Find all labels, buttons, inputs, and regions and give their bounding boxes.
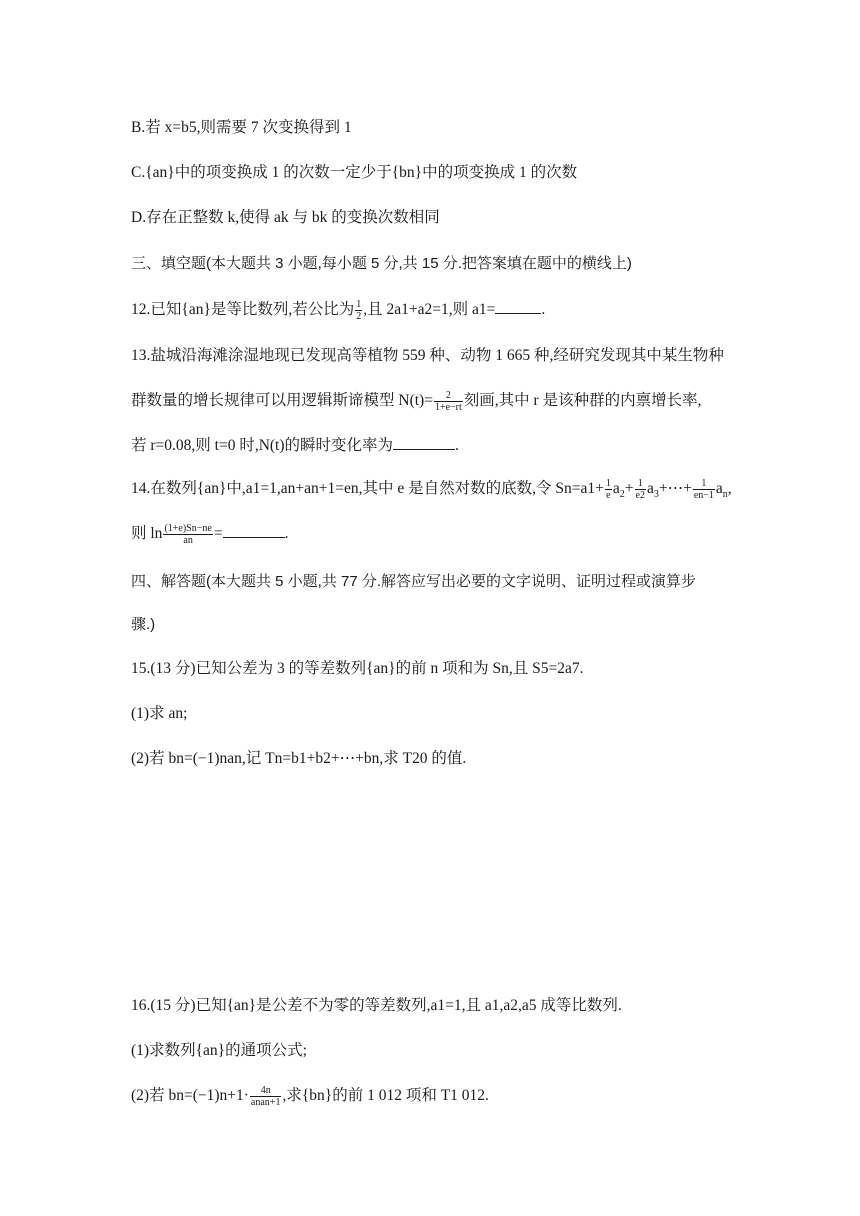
- q12-number: 12.: [131, 301, 151, 319]
- q16-fraction: [250, 1085, 282, 1108]
- q14-coef-2: [635, 478, 646, 501]
- q14-expression-fraction: [163, 523, 212, 546]
- q15-stem-text: 15.(13 分)已知公差为 3 的等差数列{an}的前 n 项和为 Sn,且 S5=2a7.: [131, 660, 584, 677]
- q12-answer-blank[interactable]: [495, 299, 541, 314]
- question-13-line-1: [131, 345, 724, 367]
- q14-coef-2-denominator: e2: [635, 490, 645, 501]
- question-16-part-2: [131, 1085, 489, 1108]
- q14-coef-2-numerator: 1: [635, 478, 646, 490]
- q16-stem-text: 16.(15 分)已知{an}是公差不为零的等差数列,a1=1,且 a1,a2,a5 成等比数列.: [131, 997, 622, 1014]
- q13-line3-text: 若 r=0.08,则 t=0 时,N(t)的瞬时变化率为: [131, 437, 394, 454]
- q16-part2-text-b: ,求{bn}的前 1 012 项和 T1 012.: [282, 1087, 489, 1105]
- q12-ratio-fraction: [355, 299, 362, 322]
- section-4-heading-line-1: [131, 571, 696, 593]
- q13-line2-text-b: 刻画,其中 r 是该种群的内禀增长率,: [463, 392, 702, 410]
- question-14-line-2: 则 ln $\frac{(1+e)Sn-ne}{an}$ = .: [131, 523, 289, 546]
- q14-answer-blank[interactable]: [223, 523, 285, 538]
- section-4-heading-text-2: 骤.): [131, 616, 156, 633]
- question-14-line-1: 14.在数列{an}中,a1=1,an+an+1=en,其中 e 是自然对数的底数,令 Sn=a1+ $\frac{1}{e}$ $a_2+$ $\frac{1}{e2}$ $a_3+\cdots+$ $\frac{1}{en-1}$ $a_n$,: [131, 478, 732, 501]
- q14-expression-numerator: (1+e)Sn−ne: [164, 523, 212, 534]
- option-d-text: D.存在正整数 k,使得 ak 与 bk 的变换次数相同: [131, 209, 440, 226]
- q14-coef-n-numerator: 1: [693, 478, 715, 490]
- option-c-text: C.{an}中的项变换成 1 的次数一定少于{bn}中的项变换成 1 的次数: [131, 164, 578, 181]
- q16-part1-text: (1)求数列{an}的通项公式;: [131, 1042, 307, 1059]
- q13-model-denominator: 1+e−rt: [434, 402, 462, 413]
- question-15-part-1: [131, 703, 187, 725]
- q15-part1-text: (1)求 an;: [131, 705, 188, 722]
- q16-part2-text-a: (2)若 bn=(−1)n+1·: [131, 1087, 249, 1105]
- section-3-heading: [131, 253, 632, 275]
- question-12: 12.已知{an}是等比数列,若公比为 $\frac{1}{2}$ ,且 2a1+a2=1,则 a1= .: [131, 299, 546, 322]
- section-3-heading-text: 三、填空题(本大题共 3 小题,每小题 5 分,共 15 分.把答案填在题中的横线上): [131, 255, 632, 272]
- q12-text-b: ,且 2a1+a2=1,则 a1=: [363, 301, 496, 319]
- q14-expression-denominator: an: [183, 535, 193, 546]
- option-d: [131, 207, 440, 229]
- question-15-stem: [131, 658, 583, 680]
- option-b: [131, 117, 352, 139]
- q14-coef-1-denominator: e: [606, 490, 611, 501]
- q13-line2-text-a: 群数量的增长规律可以用逻辑斯谛模型 N(t)=: [131, 392, 433, 410]
- option-b-text: B.若 x=b5,则需要 7 次变换得到 1: [131, 119, 352, 136]
- q12-ratio-numerator: 1: [356, 299, 362, 310]
- section-4-heading-text-1: 四、解答题(本大题共 5 小题,共 77 分.解答应写出必要的文字说明、证明过程或演算步: [131, 573, 697, 590]
- q13-model-fraction: [434, 390, 463, 413]
- question-13-line-3: 若 r=0.08,则 t=0 时,N(t)的瞬时变化率为 .: [131, 437, 459, 454]
- q14-coef-n-denominator: en−1: [693, 490, 714, 501]
- q16-fraction-denominator: anan+1: [250, 1097, 281, 1108]
- q13-line1-text: 13.盐城沿海滩涂湿地现已发现高等植物 559 种、动物 1 665 种,经研究发现其中某生物种: [131, 347, 724, 364]
- question-16-stem: [131, 995, 622, 1017]
- q16-fraction-numerator: 4n: [250, 1085, 282, 1097]
- question-16-part-1: [131, 1040, 307, 1062]
- section-4-heading-line-2: [131, 614, 155, 636]
- q14-coef-n: [693, 478, 715, 501]
- q13-model-numerator: 2: [434, 390, 463, 402]
- q14-coef-1-numerator: 1: [605, 478, 611, 489]
- q14-coef-1: [605, 478, 612, 501]
- q14-line2-text-a: 则 ln: [131, 525, 163, 543]
- q15-part2-text: (2)若 bn=(−1)nan,记 Tn=b1+b2+⋯+bn,求 T20 的值.: [131, 750, 467, 767]
- question-13-line-2: [131, 390, 701, 413]
- q13-answer-blank[interactable]: [393, 435, 455, 450]
- option-c: [131, 162, 577, 184]
- q12-ratio-denominator: 2: [356, 311, 362, 322]
- q14-line1-text-a: 14.在数列{an}中,a1=1,an+an+1=en,其中 e 是自然对数的底数,令 Sn=a1+: [131, 480, 604, 498]
- question-15-part-2: [131, 748, 466, 770]
- q12-text-a: 已知{an}是等比数列,若公比为: [150, 301, 355, 319]
